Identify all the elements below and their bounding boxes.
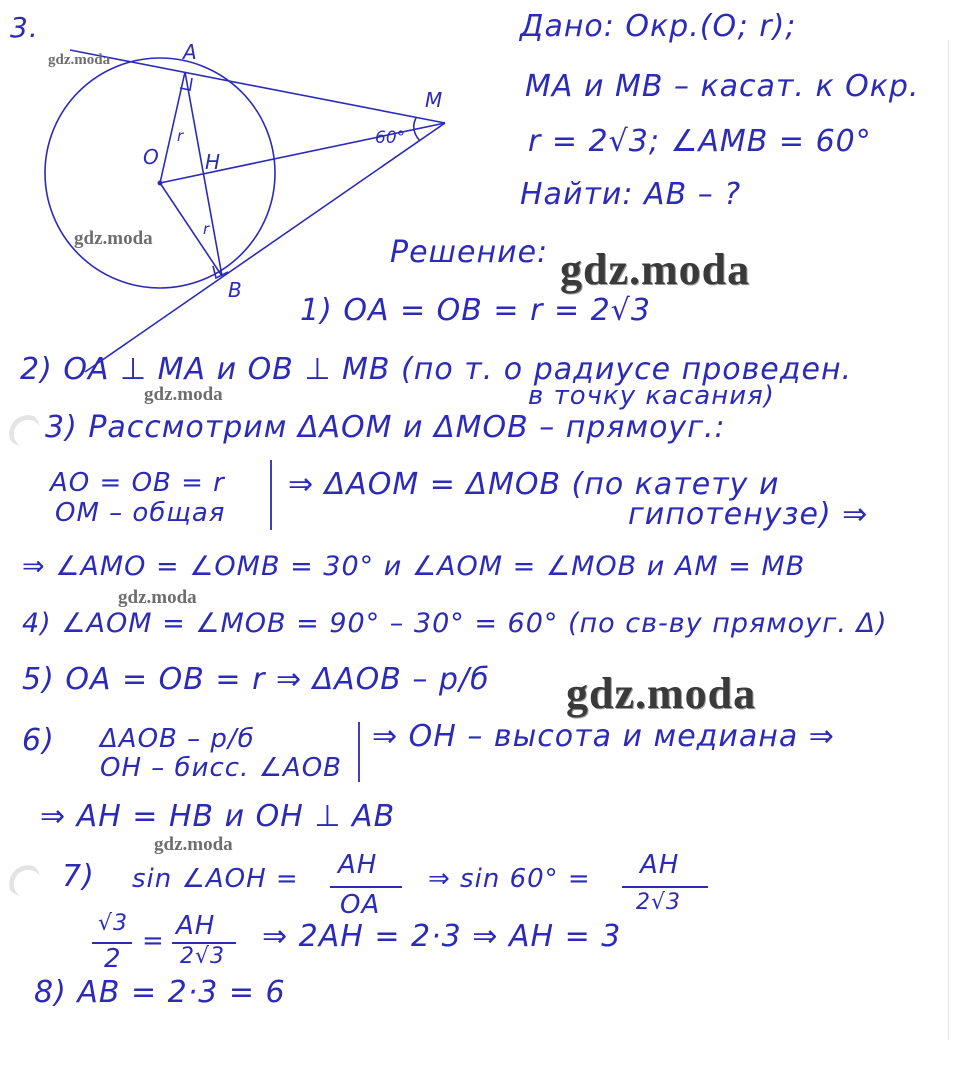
punch-hole-bottom: [6, 862, 40, 896]
watermark: gdz.moda: [566, 669, 757, 718]
watermark: gdz.moda: [144, 384, 223, 405]
frac2-bar: [622, 886, 708, 888]
label-r-top: r: [177, 127, 184, 145]
step-3a: 3) Рассмотрим ΔAOM и ΔMOB – прямоуг.:: [45, 410, 726, 445]
step-6b: ⇒ OH – высота и медиана ⇒: [372, 719, 835, 754]
given-line-4: Найти: AB – ?: [520, 177, 742, 212]
step-3e: ⇒ ∠AMO = ∠OMB = 30° и ∠AOM = ∠MOB и AM = MB: [22, 551, 806, 582]
step-7a: sin ∠AOH =: [132, 864, 299, 894]
step-2a: 2) OA ⊥ MA и OB ⊥ MB (по т. о радиусе проведен.: [20, 352, 853, 387]
label-b: B: [228, 278, 242, 302]
frac2-den: 2√3: [636, 890, 682, 915]
given-line-1: Дано: Окр.(O; r);: [520, 9, 797, 44]
given-line-3: r = 2√3; ∠AMB = 60°: [528, 124, 872, 159]
center-point: [158, 181, 163, 186]
watermark: gdz.moda: [74, 228, 153, 249]
step-5: 5) OA = OB = r ⇒ ΔAOB – р/б: [22, 662, 490, 697]
label-a: A: [183, 40, 197, 64]
frac-equals: =: [142, 926, 165, 956]
frac1-den: OA: [340, 890, 381, 920]
step-2b: в точку касания): [528, 381, 775, 411]
bracket-6: [356, 722, 362, 782]
page-edge-line: [948, 40, 949, 1040]
step-3b1: AO = OB = r: [50, 468, 225, 498]
frac1-num: AH: [338, 850, 378, 880]
problem-number: 3.: [10, 11, 39, 44]
step-6c: ⇒ AH = HB и OH ⊥ AB: [40, 799, 396, 834]
label-r-bottom: r: [203, 220, 210, 238]
label-m: M: [425, 88, 443, 112]
given-line-2: MA и MB – касат. к Окр.: [525, 69, 920, 104]
frac1-bar: [330, 886, 402, 888]
step-7c: ⇒ 2AH = 2·3 ⇒ AH = 3: [262, 919, 622, 954]
frac3-num: √3: [98, 911, 129, 936]
step-7b: ⇒ sin 60° =: [428, 864, 591, 894]
step-3d: гипотенузе) ⇒: [628, 497, 869, 532]
step-6a1: ΔAOB – р/б: [100, 724, 255, 754]
label-h: H: [205, 150, 221, 174]
frac4-num: AH: [176, 911, 216, 941]
step-7-label: 7): [62, 859, 95, 894]
frac3-den: 2: [104, 944, 122, 974]
step-4: 4) ∠AOM = ∠MOB = 90° – 30° = 60° (по св-ву прямоуг. Δ): [22, 608, 888, 639]
circle: [45, 58, 275, 288]
frac2-num: AH: [640, 850, 680, 880]
bracket-3: [268, 460, 274, 530]
step-3b2: OM – общая: [55, 498, 226, 528]
step-6-label: 6): [22, 723, 55, 758]
label-o: O: [143, 145, 159, 169]
angle-label: 60°: [375, 128, 406, 148]
frac4-den: 2√3: [180, 944, 226, 969]
watermark: gdz.moda: [560, 245, 751, 294]
punch-hole-top: [6, 412, 40, 446]
watermark: gdz.moda: [154, 834, 233, 855]
step-6a2: OH – бисс. ∠AOB: [100, 753, 342, 783]
watermark: gdz.moda: [48, 52, 111, 68]
radius-ob: [160, 183, 222, 276]
step-1: 1) OA = OB = r = 2√3: [300, 293, 651, 328]
watermark: gdz.moda: [118, 587, 197, 608]
step-3c: ⇒ ΔAOM = ΔMOB (по катету и: [288, 467, 780, 502]
step-8: 8) AB = 2·3 = 6: [34, 975, 286, 1010]
solution-title: Решение:: [390, 235, 549, 270]
